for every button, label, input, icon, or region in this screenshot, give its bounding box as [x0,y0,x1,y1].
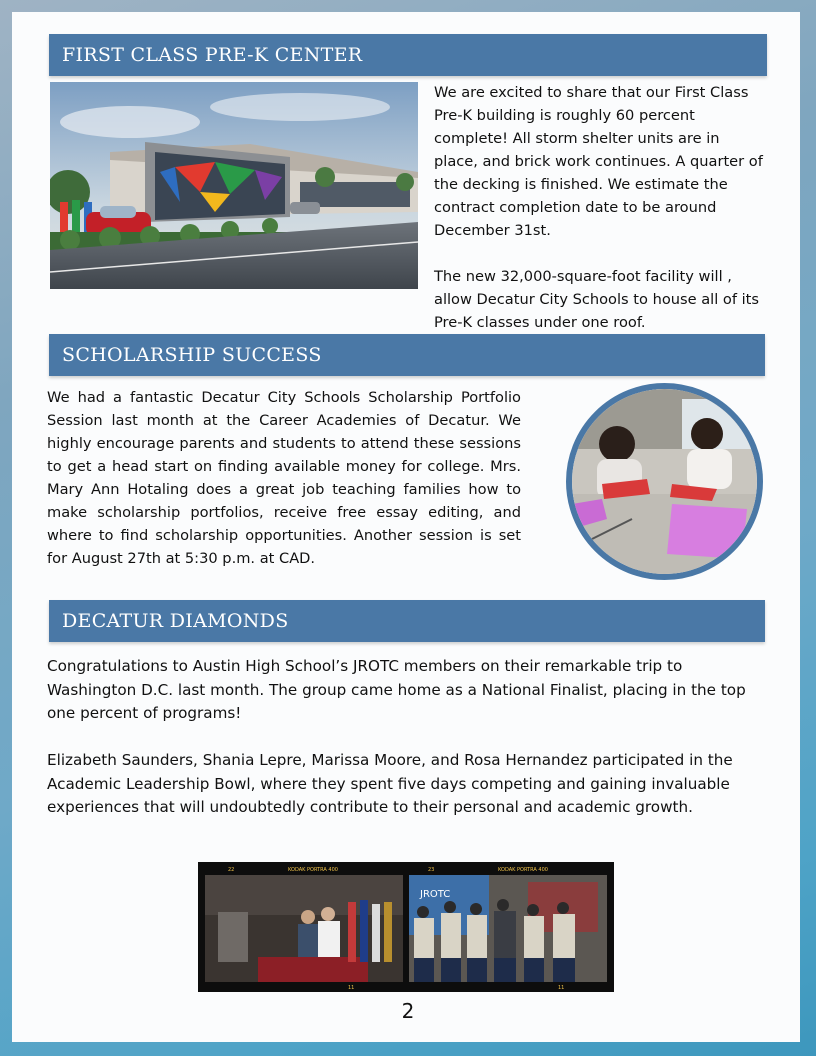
film-number: 22 [228,867,235,873]
diamonds-paragraph-1: Congratulations to Austin High School’s JROTC members on their remarkable trip to Washington D.C. last month. The group came home as a National Finalist, placing in the top one percent of programs! [47,657,746,722]
diamonds-paragraph-2: Elizabeth Saunders, Shania Lepre, Marissa Moore, and Rosa Hernandez participated in the Academic Leadership Bowl, where they spent five days competing and gaining invaluable experiences that will undoubtedly contribute to their personal and academic growth. [47,751,733,816]
section-banner-diamonds [49,600,765,642]
scholarship-text [47,386,521,570]
scholarship-paragraph: We had a fantastic Decatur City Schools Scholarship Portfolio Session last month at the Career Academies of Decatur. We highly encourage parents and students to attend these sessions to get a head start on finding available money for college. Mrs. Mary Ann Hotaling does a great job teaching families how to make scholarship portfolios, receive free essay editing, and where to find scholarship opportunities. Another session is set for August 27th at 5:30 p.m. at CAD. [47,389,521,567]
film-number: 11 [348,985,355,991]
film-number: 23 [428,867,435,873]
film-number: 11 [558,985,565,991]
section-banner-scholarship [49,334,765,376]
page-number: 2 [401,999,415,1023]
prek-text [434,81,764,334]
film-label: KODAK PORTRA 400 [288,867,338,873]
prek-paragraph-1: We are excited to share that our First Class Pre-K building is roughly 60 percent complete! All storm shelter units are in place, and brick work continues. A quarter of the decking is finished. We estimate the contract completion date to be around December 31st. [434,84,763,239]
section-title: FIRST CLASS PRE-K CENTER [62,44,363,66]
banner-text: JROTC [420,889,451,900]
diamonds-text [47,655,767,820]
jrotc-film-strip-photo [198,862,614,992]
film-label: KODAK PORTRA 400 [498,867,548,873]
section-banner-prek [49,34,767,76]
prek-paragraph-2: The new 32,000-square-foot facility will , allow Decatur City Schools to house all of its Pre-K classes under one roof. [434,268,759,331]
scholarship-session-photo [566,383,763,580]
section-title: DECATUR DIAMONDS [62,610,289,632]
prek-building-image [50,82,418,289]
section-title: SCHOLARSHIP SUCCESS [62,344,322,366]
